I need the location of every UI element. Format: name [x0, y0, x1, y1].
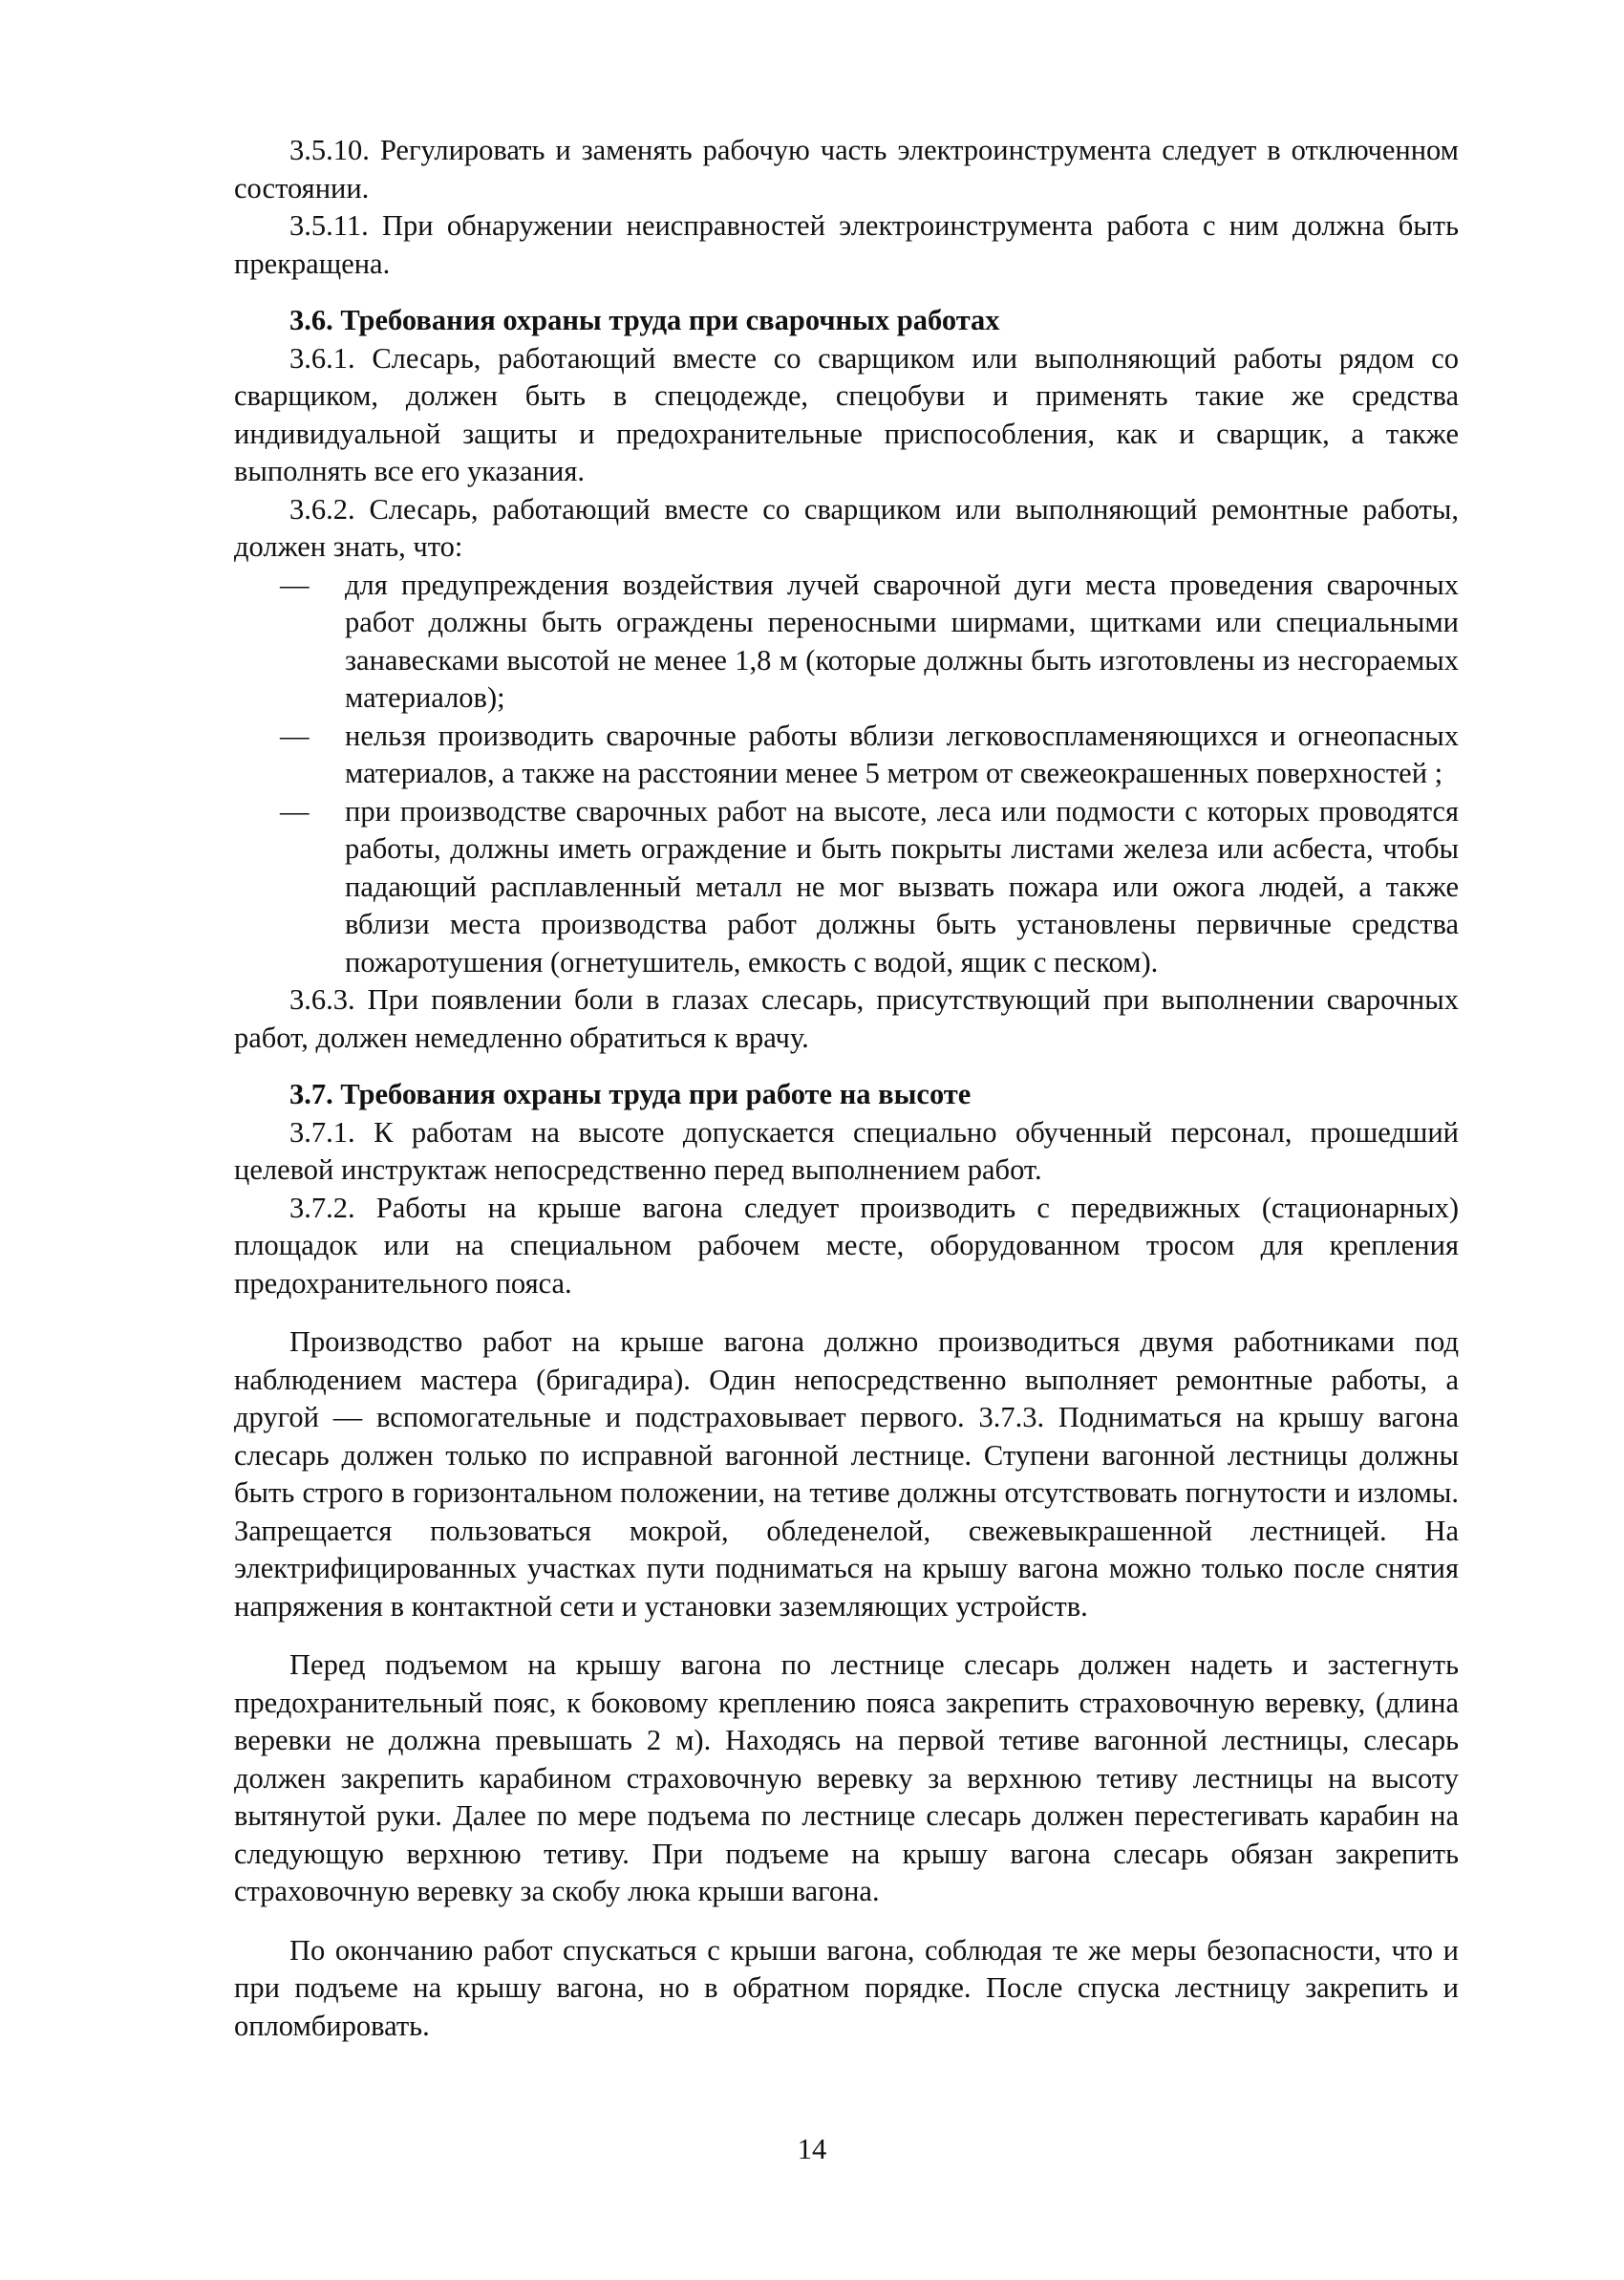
paragraph-3-6-1: 3.6.1. Слесарь, работающий вместе со сварщиком или выполняющий работы рядом со сварщиком, должен быть в спецодежде, спецобуви и применять такие же средства индивидуальной защиты и предохранительные приспособления, как и сварщик, а также выполнять все его указания.: [234, 341, 1459, 487]
list-item: — для предупреждения воздействия лучей сварочной дуги места проведения сварочных работ должны быть ограждены переносными ширмами, щитками или специальными занавесками высотой не менее 1,8 м (которые должны быть изготовлены из несгораемых материалов);: [345, 567, 1459, 718]
paragraph-3-7-1: 3.7.1. К работам на высоте допускается специально обученный персонал, прошедший целевой инструктаж непосредственно перед выполнением работ.: [234, 1115, 1459, 1186]
paragraph-production: Производство работ на крыше вагона должно производиться двумя работниками под наблюдением мастера (бригадира). Один непосредственно выполняет ремонтные работы, а другой — вспомогательные и подстраховывает первого. 3.7.3. Подниматься на крышу вагона слесарь должен только по исправной вагонной лестнице. Ступени вагонной лестницы должны быть строго в горизонтальном положении, на тетиве должны отсутствовать погнутости и изломы. Запрещается пользоваться мокрой, обледенелой, свежевыкрашенной лестницей. На электрифицированных участках пути подниматься на крышу вагона можно только после снятия напряжения в контактной сети и установки заземляющих устройств.: [234, 1325, 1459, 1623]
page-number: 14: [797, 2133, 827, 2165]
list-item: — нельзя производить сварочные работы вблизи легковоспламеняющихся и огнеопасных материалов, а также на расстоянии менее 5 метром от свежеокрашенных поверхностей ;: [345, 718, 1459, 793]
paragraph-3-7-2: 3.7.2. Работы на крыше вагона следует производить с передвижных (стационарных) площадок или на специальном рабочем месте, оборудованном тросом для крепления предохранительного пояса.: [234, 1191, 1459, 1300]
paragraph-3-6-2: 3.6.2. Слесарь, работающий вместе со сварщиком или выполняющий ремонтные работы, должен знать, что:: [234, 492, 1459, 563]
paragraph-after-work: По окончанию работ спускаться с крыши вагона, соблюдая те же меры безопасности, что и при подъеме на крышу вагона, но в обратном порядке. После спуска лестницу закрепить и опломбировать.: [234, 1933, 1459, 2042]
paragraph-3-6-3: 3.6.3. При появлении боли в глазах слесарь, присутствующий при выполнении сварочных работ, должен немедленно обратиться к врачу.: [234, 983, 1459, 1054]
paragraph-3-5-10: 3.5.10. Регулировать и заменять рабочую часть электроинструмента следует в отключенном состоянии.: [234, 134, 1459, 204]
paragraph-before-lift: Перед подъемом на крышу вагона по лестнице слесарь должен надеть и застегнуть предохранительный пояс, к боковому креплению пояса закрепить страховочную веревку, (длина веревки не должна превышать 2 м). Находясь на первой тетиве вагонной лестницы, слесарь должен закрепить карабином страховочную веревку за верхнюю тетиву лестницы на высоту вытянутой руки. Далее по мере подъема по лестнице слесарь должен перестегивать карабин на следующую верхнюю тетиву. При подъеме на крышу вагона слесарь обязан закрепить страховочную веревку за скобу люка крыши вагона.: [234, 1648, 1459, 1907]
paragraph-3-5-11: 3.5.11. При обнаружении неисправностей электроинструмента работа с ним должна быть прекращена.: [234, 209, 1459, 280]
list-3-6-2: [234, 567, 1459, 982]
document-page: [234, 132, 1459, 2045]
heading-3-7: 3.7. Требования охраны труда при работе на высоте: [289, 1078, 972, 1110]
list-item: — при производстве сварочных работ на высоте, леса или подмости с которых проводятся работы, должны иметь ограждение и быть покрыты листами железа или асбеста, чтобы падающий расплавленный металл не мог вызвать пожара или ожога людей, а также вблизи места производства работ должны быть установлены первичные средства пожаротушения (огнетушитель, емкость с водой, ящик с песком).: [345, 793, 1459, 982]
heading-3-6: 3.6. Требования охраны труда при сварочных работах: [289, 304, 1000, 336]
